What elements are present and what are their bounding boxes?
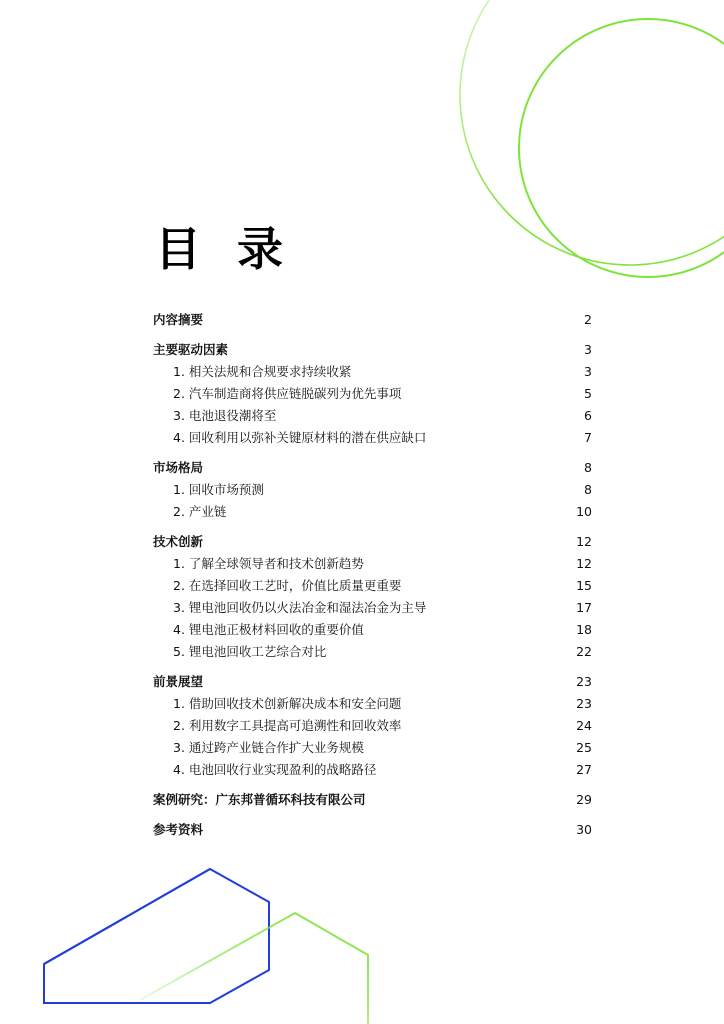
blue-hexagon-left — [44, 869, 210, 964]
toc-label: 技术创新 — [153, 534, 204, 549]
toc-label: 1. 了解全球领导者和技术创新趋势 — [173, 556, 364, 571]
toc-section[interactable] — [153, 789, 592, 811]
toc-entry[interactable] — [153, 427, 592, 449]
toc-entry[interactable] — [153, 479, 592, 501]
toc-entry[interactable] — [153, 405, 592, 427]
toc-page-number: 27 — [576, 762, 592, 777]
toc-entry[interactable] — [153, 597, 592, 619]
green-hexagon — [140, 913, 368, 1024]
toc-entry[interactable] — [153, 619, 592, 641]
toc-label: 4. 锂电池正极材料回收的重要价值 — [173, 622, 364, 637]
toc-label: 案例研究：广东邦普循环科技有限公司 — [153, 792, 366, 807]
toc-label: 3. 通过跨产业链合作扩大业务规模 — [173, 740, 364, 755]
toc-label: 3. 锂电池回收仍以火法冶金和湿法冶金为主导 — [173, 600, 427, 615]
toc-entry[interactable] — [153, 501, 592, 523]
toc-label: 2. 汽车制造商将供应链脱碳列为优先事项 — [173, 386, 402, 401]
toc-page-number: 24 — [576, 718, 592, 733]
toc-entry[interactable] — [153, 575, 592, 597]
toc-label: 2. 在选择回收工艺时，价值比质量更重要 — [173, 578, 402, 593]
toc-page-number: 3 — [584, 342, 592, 357]
toc-section[interactable] — [153, 309, 592, 331]
toc-page-number: 2 — [584, 312, 592, 327]
toc-label: 前景展望 — [153, 674, 204, 689]
page-title: 目 录 — [155, 222, 294, 276]
toc-page-number: 23 — [576, 674, 592, 689]
toc-label: 3. 电池退役潮将至 — [173, 408, 277, 423]
toc-page-number: 8 — [584, 460, 592, 475]
toc-entry[interactable] — [153, 553, 592, 575]
toc-section[interactable] — [153, 457, 592, 479]
toc-section[interactable] — [153, 531, 592, 553]
toc-entry[interactable] — [153, 361, 592, 383]
toc-page-number: 18 — [576, 622, 592, 637]
inner-circle — [519, 19, 724, 277]
toc-page-number: 23 — [576, 696, 592, 711]
toc-entry[interactable] — [153, 715, 592, 737]
toc-page-number: 7 — [584, 430, 592, 445]
toc-label: 4. 回收利用以弥补关键原材料的潜在供应缺口 — [173, 430, 427, 445]
toc-label: 2. 产业链 — [173, 504, 227, 519]
toc-entry[interactable] — [153, 759, 592, 781]
outer-arc — [460, 0, 724, 265]
toc-page-number: 12 — [576, 556, 592, 571]
toc-page-number: 17 — [576, 600, 592, 615]
toc-section[interactable] — [153, 819, 592, 841]
toc-page-number: 8 — [584, 482, 592, 497]
toc-label: 市场格局 — [153, 460, 204, 475]
toc-page-number: 22 — [576, 644, 592, 659]
toc-page-number: 15 — [576, 578, 592, 593]
toc-page-number: 10 — [576, 504, 592, 519]
toc-page-number: 3 — [584, 364, 592, 379]
toc-entry[interactable] — [153, 737, 592, 759]
toc-page-number: 25 — [576, 740, 592, 755]
toc-section[interactable] — [153, 339, 592, 361]
toc-page-number: 6 — [584, 408, 592, 423]
toc-label: 4. 电池回收行业实现盈利的战略路径 — [173, 762, 377, 777]
toc-label: 1. 回收市场预测 — [173, 482, 264, 497]
toc-page-number: 30 — [576, 822, 592, 837]
toc-page-number: 5 — [584, 386, 592, 401]
toc-entry[interactable] — [153, 641, 592, 663]
toc-label: 2. 利用数字工具提高可追溯性和回收效率 — [173, 718, 402, 733]
toc-entry[interactable] — [153, 693, 592, 715]
table-of-contents — [153, 309, 592, 841]
toc-section[interactable] — [153, 671, 592, 693]
toc-label: 内容摘要 — [153, 312, 204, 327]
blue-hexagon — [44, 869, 269, 1003]
toc-label: 参考资料 — [153, 822, 204, 837]
toc-label: 1. 借助回收技术创新解决成本和安全问题 — [173, 696, 402, 711]
toc-label: 5. 锂电池回收工艺综合对比 — [173, 644, 327, 659]
toc-label: 主要驱动因素 — [153, 342, 229, 357]
toc-entry[interactable] — [153, 383, 592, 405]
toc-label: 1. 相关法规和合规要求持续收紧 — [173, 364, 352, 379]
toc-page-number: 29 — [576, 792, 592, 807]
toc-page-number: 12 — [576, 534, 592, 549]
